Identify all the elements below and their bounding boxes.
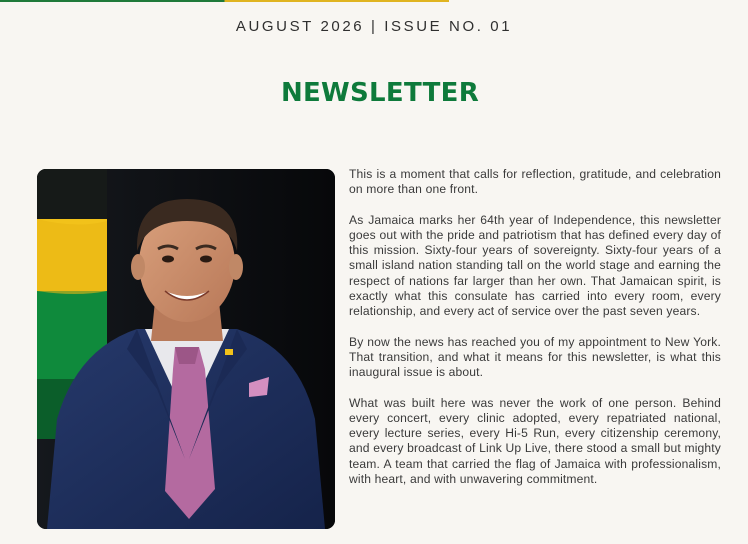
portrait-illustration	[37, 169, 335, 529]
newsletter-title: NEWSLETTER	[280, 78, 480, 108]
article-paragraph-3: By now the news has reached you of my appointment to New York. That transition, and what it means for this newsletter, is what this inaugural issue is about.	[349, 334, 721, 380]
issue-line: AUGUST 2026 | ISSUE NO. 01	[235, 18, 513, 35]
article-paragraph-4: What was built here was never the work of one person. Behind every concert, every clinic adopted, every repatriated national, every lecture series, every Hi-5 Run, every citizenship ceremony, and every broadcast of Link Up Live, there stood a small but mighty team. A team that carried the flag of Jamaica with professionalism, with heart, and with unwavering commitment.	[349, 395, 721, 487]
article-paragraph-2: As Jamaica marks her 64th year of Independence, this newsletter goes out with the pride and patriotism that has defined every day of this mission. Sixty-four years of sovereignty. Sixty-four years of a small island nation standing tall on the world stage and earning the respect of nations far larger than her own. That Jamaican spirit, is exactly what this consulate has carried into every room, every relationship, and every act of service over the past seven years.	[349, 212, 721, 319]
portrait-photo	[37, 169, 335, 529]
article-body	[349, 167, 721, 502]
top-accent-bar	[0, 0, 748, 2]
article-paragraph-1: This is a moment that calls for reflection, gratitude, and celebration on more than one front.	[349, 167, 721, 197]
